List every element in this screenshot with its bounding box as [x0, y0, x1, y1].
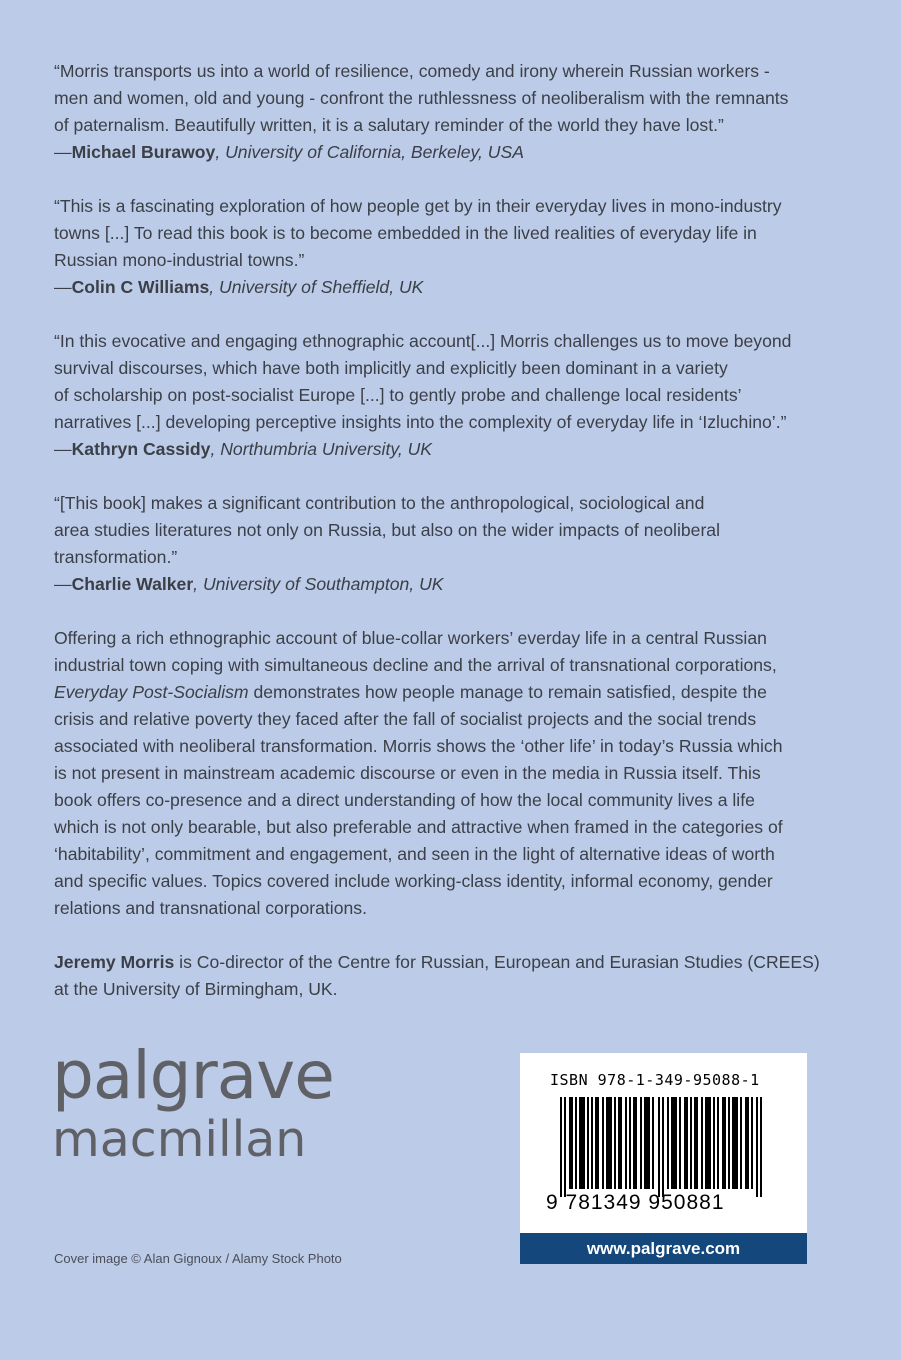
logo-word-macmillan: macmillan — [52, 1111, 307, 1168]
quote-attribution — [54, 139, 854, 166]
description-line: book offers co-presence and a direct understanding of how the local community lives a life — [54, 790, 755, 810]
reviewer-name: Michael Burawoy — [71, 142, 216, 162]
description-line: relations and transnational corporations. — [54, 898, 367, 918]
publisher-logo — [52, 1037, 334, 1168]
quote-line: “This is a fascinating exploration of how people get by in their everyday lives in mono-industry — [54, 196, 782, 216]
reviewer-name: Colin C Williams — [71, 277, 210, 297]
quote-attribution — [54, 436, 854, 463]
em-dash: — — [54, 439, 72, 459]
description-line: Everyday Post-Socialism demonstrates how people manage to remain satisfied, despite the — [54, 682, 767, 702]
quote-2 — [54, 193, 854, 301]
cover-image-credit: Cover image © Alan Gignoux / Alamy Stock Photo — [54, 1251, 342, 1266]
quote-4 — [54, 490, 854, 598]
quote-attribution — [54, 274, 854, 301]
description-line: Offering a rich ethnographic account of blue-collar workers’ everday life in a central Russian — [54, 628, 767, 648]
barcode-digits: 9 781349 950881 — [546, 1191, 725, 1214]
em-dash: — — [54, 574, 72, 594]
quote-attribution — [54, 571, 854, 598]
description-line: and specific values. Topics covered include working-class identity, informal economy, gender — [54, 871, 773, 891]
quote-line: “In this evocative and engaging ethnographic account[...] Morris challenges us to move beyond — [54, 331, 792, 351]
isbn-barcode-box — [520, 1053, 807, 1264]
quote-line: Russian mono-industrial towns.” — [54, 250, 305, 270]
quote-3 — [54, 328, 854, 463]
quote-line: “[This book] makes a significant contribution to the anthropological, sociological and — [54, 493, 705, 513]
quote-line: of paternalism. Beautifully written, it is a salutary reminder of the world they have lost.” — [54, 115, 724, 135]
book-title: Everyday Post-Socialism — [54, 682, 249, 702]
author-bio — [54, 949, 854, 1003]
reviewer-affiliation: , University of California, Berkeley, USA — [215, 142, 524, 162]
author-bio-line: Jeremy Morris is Co-director of the Centre for Russian, European and Eurasian Studies (CREES) — [54, 952, 820, 972]
quote-line: towns [...] To read this book is to become embedded in the lived realities of everyday life in — [54, 223, 757, 243]
publisher-website: www.palgrave.com — [520, 1233, 807, 1264]
reviewer-name: Kathryn Cassidy — [71, 439, 211, 459]
em-dash: — — [54, 142, 72, 162]
description-line: which is not only bearable, but also preferable and attractive when framed in the categories of — [54, 817, 783, 837]
quote-line: men and women, old and young - confront the ruthlessness of neoliberalism with the remnants — [54, 88, 789, 108]
quote-line: survival discourses, which have both implicitly and explicitly been dominant in a variety — [54, 358, 728, 378]
em-dash: — — [54, 277, 72, 297]
reviewer-name: Charlie Walker — [71, 574, 194, 594]
description-line: is not present in mainstream academic discourse or even in the media in Russia itself. This — [54, 763, 761, 783]
description-line: crisis and relative poverty they faced after the fall of socialist projects and the social trends — [54, 709, 757, 729]
reviewer-affiliation: , University of Southampton, UK — [193, 574, 444, 594]
reviewer-affiliation: , Northumbria University, UK — [210, 439, 433, 459]
isbn-label: ISBN 978-1-349-95088-1 — [550, 1071, 760, 1089]
description-line: ‘habitability’, commitment and engagement, and seen in the light of alternative ideas of worth — [54, 844, 775, 864]
author-name: Jeremy Morris — [54, 952, 175, 972]
reviewer-affiliation: , University of Sheffield, UK — [209, 277, 424, 297]
quote-line: narratives [...] developing perceptive insights into the complexity of everyday life in ‘Izluchino’.” — [54, 412, 787, 432]
barcode-icon — [560, 1097, 770, 1197]
quote-line: transformation.” — [54, 547, 178, 567]
back-cover-text — [54, 58, 854, 1030]
quote-line: “Morris transports us into a world of resilience, comedy and irony wherein Russian workers - — [54, 61, 770, 81]
quote-line: of scholarship on post-socialist Europe [...] to gently probe and challenge local residents’ — [54, 385, 742, 405]
quote-line: area studies literatures not only on Russia, but also on the wider impacts of neoliberal — [54, 520, 720, 540]
logo-word-palgrave: palgrave — [52, 1037, 334, 1114]
description-line: industrial town coping with simultaneous decline and the arrival of transnational corporations, — [54, 655, 777, 675]
description-line: associated with neoliberal transformation. Morris shows the ‘other life’ in today’s Russia which — [54, 736, 783, 756]
book-description — [54, 625, 854, 922]
author-bio-line: at the University of Birmingham, UK. — [54, 979, 338, 999]
quote-1 — [54, 58, 854, 166]
